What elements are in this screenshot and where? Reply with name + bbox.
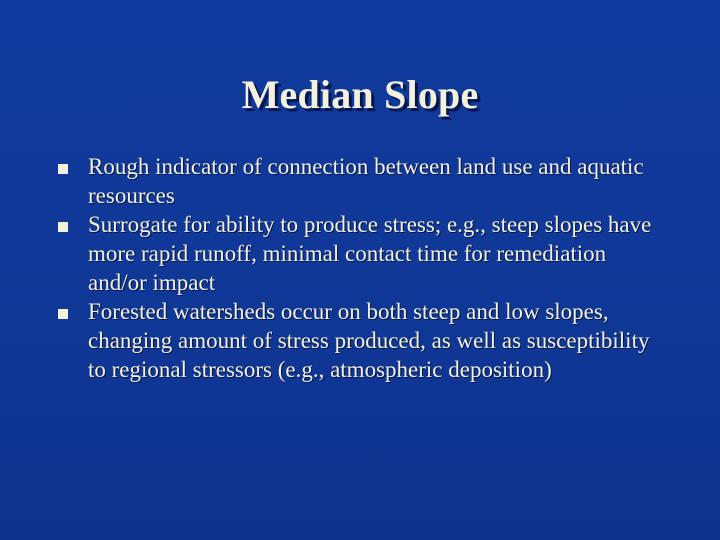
bullet-text: Rough indicator of connection between land use and aquatic resources <box>88 154 644 208</box>
bullet-text: Forested watersheds occur on both steep and low slopes, changing amount of stress produced, as well as susceptibility to regional stressors (e.g., atmospheric deposition) <box>88 299 650 382</box>
bullet-item <box>58 297 658 384</box>
bullet-item <box>58 210 658 297</box>
bullet-text: Surrogate for ability to produce stress; e.g., steep slopes have more rapid runoff, minimal contact time for remediation and/or impact <box>88 212 652 295</box>
square-bullet-icon <box>58 222 68 232</box>
square-bullet-icon <box>58 309 68 319</box>
bullet-item <box>58 152 658 210</box>
bullet-list <box>58 152 658 384</box>
slide-title: Median Slope <box>241 71 479 117</box>
square-bullet-icon <box>58 164 68 174</box>
